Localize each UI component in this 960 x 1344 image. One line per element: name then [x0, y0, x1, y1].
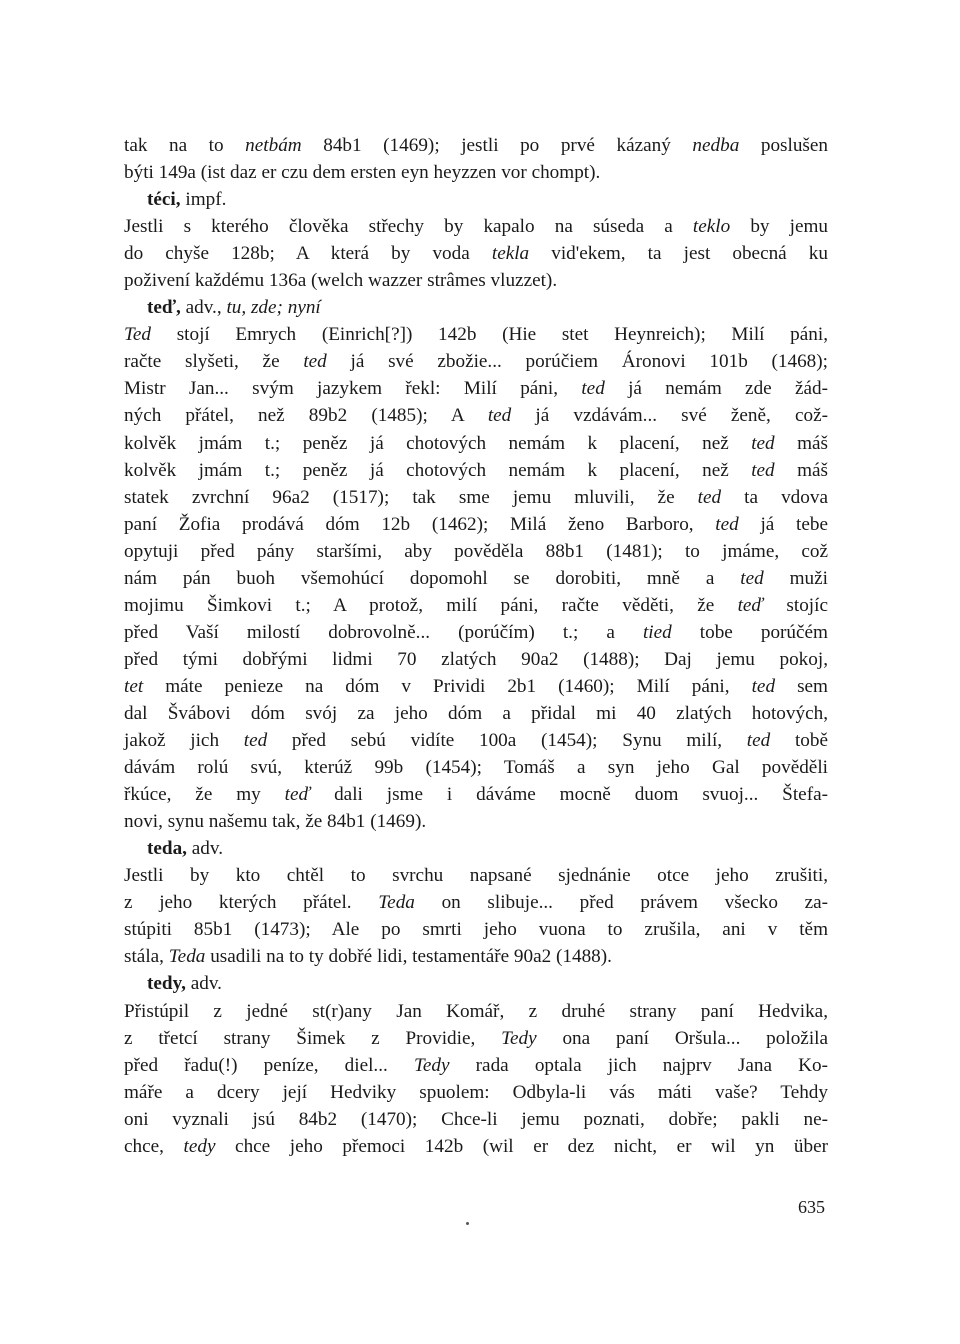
- text-line: [124, 565, 828, 592]
- text-line: [124, 619, 828, 646]
- text-line: [124, 808, 828, 835]
- text-line: [124, 781, 828, 808]
- text-segment: chce jeho přemoci 142b (wil er dez nicht, er wil yn über: [215, 1135, 828, 1157]
- print-mark-dot: [466, 1222, 469, 1225]
- text-segment: máte penieze na dóm v Prividi 2b1 (1460); Milí páni,: [143, 675, 752, 697]
- cited-form-italic: Teda: [168, 946, 206, 968]
- text-segment: ných přátel, než 89b2 (1485); A: [124, 405, 488, 427]
- text-segment: z jeho kterých přátel.: [124, 892, 379, 914]
- cited-form-italic: tet: [124, 675, 144, 697]
- text-line: [124, 538, 828, 565]
- text-line: [124, 916, 828, 943]
- text-segment: poživení každému 136a (welch wazzer strâmes vluzzet).: [124, 270, 558, 292]
- text-line: [124, 348, 828, 375]
- text-segment: máš: [774, 459, 828, 481]
- text-segment: dal Švábovi dóm svój za jeho dóm a přidal mi 40 zlatých hotových,: [124, 702, 828, 724]
- entry-headword-line: [124, 186, 828, 213]
- text-segment: jakož jich: [124, 730, 244, 752]
- headword: teda,: [147, 838, 187, 860]
- text-line: [124, 592, 828, 619]
- cited-form-italic: ted: [303, 351, 327, 373]
- text-segment: kolvěk jmám t.; peněz já chotových nemám k placení, než: [124, 459, 752, 481]
- grammar-label: adv.,: [180, 297, 227, 319]
- text-segment: nám pán buoh všemohúcí dopomohl se dorobiti, mně a: [124, 567, 741, 589]
- text-line: [124, 159, 828, 186]
- text-segment: opytuji před pány staršími, aby pověděla 88b1 (1481); to jmáme, což: [124, 540, 828, 562]
- text-segment: ona paní Oršula... položila: [536, 1027, 828, 1049]
- text-line: [124, 998, 828, 1025]
- text-segment: já vzdávám... své ženě, což-: [511, 405, 828, 427]
- text-segment: z třetcí strany Šimek z Providie,: [124, 1027, 502, 1049]
- text-segment: dávám rolú svú, kterúž 99b (1454); Tomáš a syn jeho Gal pověděli: [124, 757, 828, 779]
- text-segment: poslušen: [739, 135, 829, 156]
- text-line: [124, 943, 828, 970]
- cited-form-italic: Tedy: [413, 1054, 450, 1076]
- text-line: [124, 646, 828, 673]
- text-segment: tobě: [770, 730, 828, 752]
- text-segment: já tebe: [738, 513, 828, 535]
- text-segment: by jemu: [730, 216, 828, 238]
- grammar-label: adv.: [185, 973, 222, 995]
- cited-form-italic: teď: [284, 784, 311, 806]
- text-line: [124, 321, 828, 348]
- dictionary-page-body: [124, 132, 828, 1160]
- text-segment: máře a dcery její Hedviky spuolem: Odbyla-li vás máti vaše? Tehdy: [124, 1081, 828, 1103]
- headword: tedy,: [147, 973, 186, 995]
- text-line: [124, 132, 828, 159]
- text-segment: paní Žofia prodává dóm 12b (1462); Milá ženo Barboro,: [124, 513, 716, 535]
- cited-form-italic: ted: [581, 378, 605, 400]
- text-segment: já své zbožie... porúčiem Áronovi 101b (1468);: [326, 351, 828, 373]
- text-segment: račte slyšeti, že: [124, 351, 304, 373]
- text-line: [124, 754, 828, 781]
- text-segment: stojíc: [763, 594, 828, 616]
- text-segment: ta vdova: [721, 486, 828, 508]
- cited-form-italic: tedy: [183, 1135, 216, 1157]
- text-line: [124, 213, 828, 240]
- cited-form-italic: nedba: [692, 135, 740, 156]
- text-line: [124, 1052, 828, 1079]
- text-segment: Mistr Jan... svým jazykem řekl: Milí páni,: [124, 378, 582, 400]
- text-segment: oni vyznali jsú 84b2 (1470); Chce-li jemu poznati, dobře; pakli ne-: [124, 1108, 828, 1130]
- text-line: [124, 457, 828, 484]
- text-line: [124, 430, 828, 457]
- text-line: [124, 375, 828, 402]
- text-segment: on slibuje... před právem všecko za-: [414, 892, 829, 914]
- text-segment: do chyše 128b; A která by voda: [124, 243, 492, 265]
- cited-form-italic: Ted: [124, 324, 152, 346]
- text-segment: před tými dobřými lidmi 70 zlatých 90a2 (1488); Daj jemu pokoj,: [124, 648, 828, 670]
- text-segment: dali jsme i dáváme mocně duom svuoj... Štefa-: [310, 784, 828, 806]
- cited-form-italic: netbám: [245, 135, 302, 156]
- text-segment: máš: [774, 432, 828, 454]
- text-segment: vid'ekem, ta jest obecná ku: [529, 243, 828, 265]
- text-segment: sem: [775, 675, 828, 697]
- text-segment: Jestli s kterého člověka střechy by kapalo na súseda a: [124, 216, 693, 238]
- entry-headword-line: [124, 970, 828, 997]
- text-line: [124, 700, 828, 727]
- text-line: [124, 267, 828, 294]
- headword: teď,: [147, 297, 181, 319]
- cited-form-italic: Tedy: [501, 1027, 537, 1049]
- cited-form-italic: teď: [737, 594, 764, 616]
- text-segment: 84b1 (1469); jestli po prvé kázaný: [301, 135, 693, 156]
- text-line: [124, 727, 828, 754]
- text-segment: tak na to: [124, 135, 246, 156]
- text-segment: usadili na to ty dobřé lidi, testamentáře 90a2 (1488).: [205, 946, 612, 968]
- text-segment: kolvěk jmám t.; peněz já chotových nemám k placení, než: [124, 432, 752, 454]
- text-segment: stojí Emrych (Einrich[?]) 142b (Hie stet Heynreich); Milí páni,: [151, 324, 828, 346]
- entry-headword-line: [124, 294, 828, 321]
- text-segment: tobe porúčém: [671, 621, 828, 643]
- text-line: [124, 1106, 828, 1133]
- cited-form-italic: Teda: [378, 892, 415, 914]
- cited-form-italic: ted: [751, 675, 776, 697]
- cited-form-italic: tekla: [491, 243, 530, 265]
- entry-headword-line: [124, 835, 828, 862]
- cited-form-italic: ted: [243, 730, 268, 752]
- gloss-italic: tu, zde; nyní: [226, 297, 321, 319]
- text-segment: rada optala jich najprv Jana Ko-: [449, 1054, 828, 1076]
- text-line: [124, 484, 828, 511]
- text-segment: chce,: [124, 1135, 184, 1157]
- cited-form-italic: ted: [751, 459, 775, 481]
- cited-form-italic: ted: [751, 432, 775, 454]
- text-line: [124, 1079, 828, 1106]
- cited-form-italic: teklo: [692, 216, 731, 238]
- cited-form-italic: ted: [697, 486, 722, 508]
- text-line: [124, 402, 828, 429]
- text-segment: muži: [763, 567, 828, 589]
- text-segment: řkúce, že my: [124, 784, 285, 806]
- text-segment: stúpiti 85b1 (1473); Ale po smrti jeho vuona to zrušila, ani v těm: [124, 919, 828, 941]
- text-line: [124, 1025, 828, 1052]
- headword: téci,: [147, 189, 181, 211]
- cited-form-italic: tied: [642, 621, 672, 643]
- text-line: [124, 673, 828, 700]
- text-segment: Přistúpil z jedné st(r)any Jan Komář, z druhé strany paní Hedvika,: [124, 1000, 828, 1022]
- cited-form-italic: ted: [746, 730, 771, 752]
- text-line: [124, 889, 828, 916]
- text-segment: Jestli by kto chtěl to svrchu napsané sjednánie otce jeho zrušiti,: [124, 865, 828, 887]
- text-line: [124, 240, 828, 267]
- page-number: 635: [798, 1197, 825, 1217]
- text-segment: já nemám zde žád-: [604, 378, 829, 400]
- text-segment: býti 149a (ist daz er czu dem ersten eyn heyzzen vor chompt).: [124, 162, 601, 184]
- text-segment: statek zvrchní 96a2 (1517); tak sme jemu mluvili, že: [124, 486, 698, 508]
- text-segment: novi, synu našemu tak, že 84b1 (1469).: [124, 811, 427, 833]
- grammar-label: impf.: [180, 189, 227, 211]
- text-segment: mojimu Šimkovi t.; A protož, milí páni, račte věděti, že: [124, 594, 738, 616]
- text-line: [124, 1133, 828, 1160]
- cited-form-italic: ted: [487, 405, 512, 427]
- text-segment: před Vaší milostí dobrovolně... (porúčím) t.; a: [124, 621, 643, 643]
- text-segment: před řadu(!) peníze, diel...: [124, 1054, 414, 1076]
- text-segment: před sebú vidíte 100a (1454); Synu milí,: [267, 730, 747, 752]
- cited-form-italic: ted: [715, 513, 739, 535]
- grammar-label: adv.: [186, 838, 224, 860]
- text-line: [124, 862, 828, 889]
- cited-form-italic: ted: [740, 567, 764, 589]
- text-segment: stála,: [124, 946, 169, 968]
- text-line: [124, 511, 828, 538]
